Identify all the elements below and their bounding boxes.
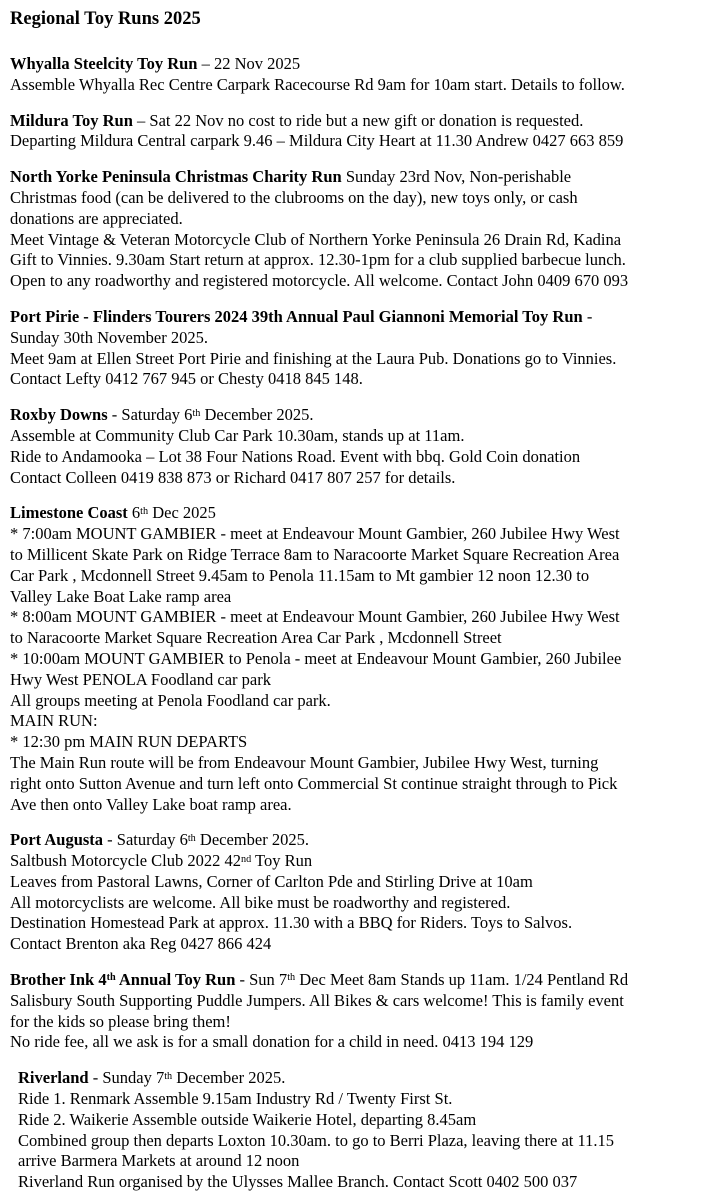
text-line — [10, 230, 695, 251]
event-body-text: to Millicent Skate Park on Ridge Terrace 8am to Naracoorte Market Square Recreation Area — [10, 544, 620, 564]
event-body-text: December 2025. — [195, 830, 309, 850]
event-heading-text: Port Augusta — [10, 830, 104, 850]
event-body-text: Ave then onto Valley Lake boat ramp area. — [10, 794, 292, 814]
event-body-text: Riverland Run organised by the Ulysses Mallee Branch. Contact Scott 0402 500 037 — [18, 1172, 578, 1192]
text-line — [10, 545, 695, 566]
event-body-text: Assemble at Community Club Car Park 10.30am, stands up at 11am. — [10, 425, 465, 445]
event-heading-text: Roxby Downs — [10, 405, 108, 425]
text-line — [18, 1151, 695, 1172]
event-port-augusta — [10, 830, 695, 955]
event-body-text: No ride fee, all we ask is for a small donation for a child in need. 0413 194 129 — [10, 1032, 534, 1052]
event-body-text: Sunday 23rd Nov, Non-perishable — [341, 167, 572, 187]
text-line — [10, 649, 695, 670]
text-line — [10, 934, 695, 955]
event-body-text: - — [582, 306, 593, 326]
text-line — [10, 307, 695, 328]
event-list — [10, 54, 695, 1193]
text-line — [10, 131, 695, 152]
text-line — [10, 447, 695, 468]
text-line — [10, 913, 695, 934]
event-heading-text: Brother Ink 4 — [10, 970, 107, 990]
event-heading-text: Whyalla Steelcity Toy Run — [10, 54, 198, 73]
event-body-text: - Saturday 6 — [107, 405, 193, 425]
event-body-text: Departing Mildura Central carpark 9.46 – Mildura City Heart at 11.30 Andrew 0427 663 859 — [10, 131, 624, 151]
event-body-text: MAIN RUN: — [10, 711, 98, 731]
event-body-text: Dec 2025 — [148, 503, 216, 523]
text-line — [10, 1012, 695, 1033]
event-body-text: to Naracoorte Market Square Recreation Area Car Park , Mcdonnell Street — [10, 628, 502, 648]
event-body-text: Contact Brenton aka Reg 0427 866 424 — [10, 934, 272, 954]
event-body-text: donations are appreciated. — [10, 208, 183, 228]
event-body-text: Valley Lake Boat Lake ramp area — [10, 586, 232, 606]
text-line — [10, 328, 695, 349]
event-body-text: nd — [240, 853, 252, 865]
text-line — [10, 426, 695, 447]
event-body-text: for the kids so please bring them! — [10, 1011, 231, 1031]
event-heading-text: Mildura Toy Run — [10, 110, 133, 130]
event-body-text: Assemble Whyalla Rec Centre Carpark Racecourse Rd 9am for 10am start. Details to follow. — [10, 74, 625, 94]
text-line — [10, 250, 695, 271]
text-line — [10, 830, 695, 851]
text-line — [18, 1068, 695, 1089]
text-line — [10, 753, 695, 774]
event-body-text: Hwy West PENOLA Foodland car park — [10, 669, 271, 689]
event-body-text: Dec Meet 8am Stands up 11am. 1/24 Pentland Rd — [295, 970, 629, 990]
event-body-text: th — [164, 1070, 173, 1082]
text-line — [18, 1172, 695, 1193]
text-line — [10, 732, 695, 753]
text-line — [10, 872, 695, 893]
text-line — [10, 711, 695, 732]
text-line — [10, 188, 695, 209]
text-line — [18, 1110, 695, 1131]
event-body-text: Ride to Andamooka – Lot 38 Four Nations Road. Event with bbq. Gold Coin donation — [10, 446, 581, 466]
text-line — [10, 1032, 695, 1053]
event-body-text: Contact Lefty 0412 767 945 or Chesty 0418 845 148. — [10, 369, 363, 389]
text-line — [10, 670, 695, 691]
text-line — [10, 209, 695, 230]
event-north-yorke-peninsula — [10, 167, 695, 292]
event-body-text: - Sun 7 — [235, 970, 288, 990]
text-line — [10, 774, 695, 795]
event-body-text: Destination Homestead Park at approx. 11.30 with a BBQ for Riders. Toys to Salvos. — [10, 913, 573, 933]
text-line — [10, 795, 695, 816]
text-line — [10, 405, 695, 426]
text-line — [10, 607, 695, 628]
event-heading-text: Annual Toy Run — [115, 970, 236, 990]
event-body-text: th — [192, 407, 201, 419]
event-body-text: Contact Colleen 0419 838 873 or Richard 0417 807 257 for details. — [10, 467, 456, 487]
text-line — [10, 503, 695, 524]
event-body-text: - Saturday 6 — [103, 830, 188, 850]
text-line — [10, 524, 695, 545]
event-heading-text: Riverland — [18, 1068, 89, 1088]
event-body-text: arrive Barmera Markets at around 12 noon — [18, 1151, 300, 1171]
text-line — [10, 566, 695, 587]
text-line — [18, 1131, 695, 1152]
event-heading-text: Port Pirie - Flinders Tourers 2024 39th Annual Paul Giannoni Memorial Toy Run — [10, 306, 583, 326]
event-body-text: Ride 2. Waikerie Assemble outside Waikerie Hotel, departing 8.45am — [18, 1109, 477, 1129]
event-body-text: th — [287, 972, 296, 984]
event-body-text: Car Park , Mcdonnell Street 9.45am to Penola 11.15am to Mt gambier 12 noon 12.30 to — [10, 565, 590, 585]
text-line — [10, 111, 695, 132]
text-line — [10, 628, 695, 649]
text-line — [10, 167, 695, 188]
event-body-text: – 22 Nov 2025 — [197, 54, 301, 73]
event-body-text: December 2025. — [200, 405, 314, 425]
text-line — [10, 970, 695, 991]
text-line — [10, 349, 695, 370]
text-line — [10, 691, 695, 712]
event-body-text: Leaves from Pastoral Lawns, Corner of Carlton Pde and Stirling Drive at 10am — [10, 871, 533, 891]
event-roxby-downs — [10, 405, 695, 488]
event-body-text: – Sat 22 Nov no cost to ride but a new gift or donation is requested. — [132, 110, 584, 130]
event-body-text: - Sunday 7 — [88, 1068, 165, 1088]
event-body-text: Gift to Vinnies. 9.30am Start return at approx. 12.30-1pm for a club supplied barbecue lunch. — [10, 250, 626, 270]
event-body-text: Meet Vintage & Veteran Motorcycle Club of Northern Yorke Peninsula 26 Drain Rd, Kadina — [10, 229, 622, 249]
event-body-text: * 10:00am MOUNT GAMBIER to Penola - meet at Endeavour Mount Gambier, 260 Jubilee — [10, 648, 622, 668]
event-body-text: Open to any roadworthy and registered motorcycle. All welcome. Contact John 0409 670 093 — [10, 271, 629, 291]
text-line — [10, 369, 695, 390]
event-body-text: Sunday 30th November 2025. — [10, 327, 208, 347]
event-limestone-coast — [10, 503, 695, 815]
event-body-text: Christmas food (can be delivered to the clubrooms on the day), new toys only, or cash — [10, 187, 578, 207]
event-port-pirie — [10, 307, 695, 390]
event-heading-text: Limestone Coast — [10, 503, 128, 523]
event-body-text: All groups meeting at Penola Foodland car park. — [10, 690, 331, 710]
event-body-text: * 7:00am MOUNT GAMBIER - meet at Endeavour Mount Gambier, 260 Jubilee Hwy West — [10, 524, 620, 544]
event-mildura — [10, 111, 695, 153]
event-body-text: Ride 1. Renmark Assemble 9.15am Industry Rd / Twenty First St. — [18, 1089, 453, 1109]
event-heading-text: th — [106, 972, 116, 984]
text-line — [10, 75, 695, 96]
event-body-text: th — [140, 505, 149, 517]
event-body-text: * 12:30 pm MAIN RUN DEPARTS — [10, 732, 248, 752]
event-body-text: Toy Run — [251, 851, 313, 871]
text-line — [10, 991, 695, 1012]
text-line — [10, 54, 695, 75]
text-line — [18, 1089, 695, 1110]
text-line — [10, 468, 695, 489]
event-body-text: Saltbush Motorcycle Club 2022 42 — [10, 851, 241, 871]
text-line — [10, 893, 695, 914]
event-brother-ink — [10, 970, 695, 1053]
event-body-text: Meet 9am at Ellen Street Port Pirie and finishing at the Laura Pub. Donations go to Vinnies. — [10, 348, 617, 368]
event-body-text: Salisbury South Supporting Puddle Jumpers. All Bikes & cars welcome! This is family event — [10, 990, 624, 1010]
event-body-text: All motorcyclists are welcome. All bike must be roadworthy and registered. — [10, 892, 511, 912]
event-riverland — [10, 1068, 695, 1193]
event-body-text: Combined group then departs Loxton 10.30am. to go to Berri Plaza, leaving there at 11.15 — [18, 1130, 615, 1150]
event-body-text: th — [187, 832, 196, 844]
event-body-text: * 8:00am MOUNT GAMBIER - meet at Endeavour Mount Gambier, 260 Jubilee Hwy West — [10, 607, 620, 627]
text-line — [10, 271, 695, 292]
text-line — [10, 851, 695, 872]
event-body-text: The Main Run route will be from Endeavour Mount Gambier, Jubilee Hwy West, turning — [10, 752, 599, 772]
event-heading-text: North Yorke Peninsula Christmas Charity Run — [10, 167, 342, 187]
page-title: Regional Toy Runs 2025 — [10, 9, 201, 29]
event-whyalla — [10, 54, 695, 96]
event-body-text: December 2025. — [172, 1068, 286, 1088]
event-body-text: 6 — [127, 503, 141, 523]
text-line — [10, 587, 695, 608]
event-body-text: right onto Sutton Avenue and turn left onto Commercial St continue straight through to Pick — [10, 773, 618, 793]
